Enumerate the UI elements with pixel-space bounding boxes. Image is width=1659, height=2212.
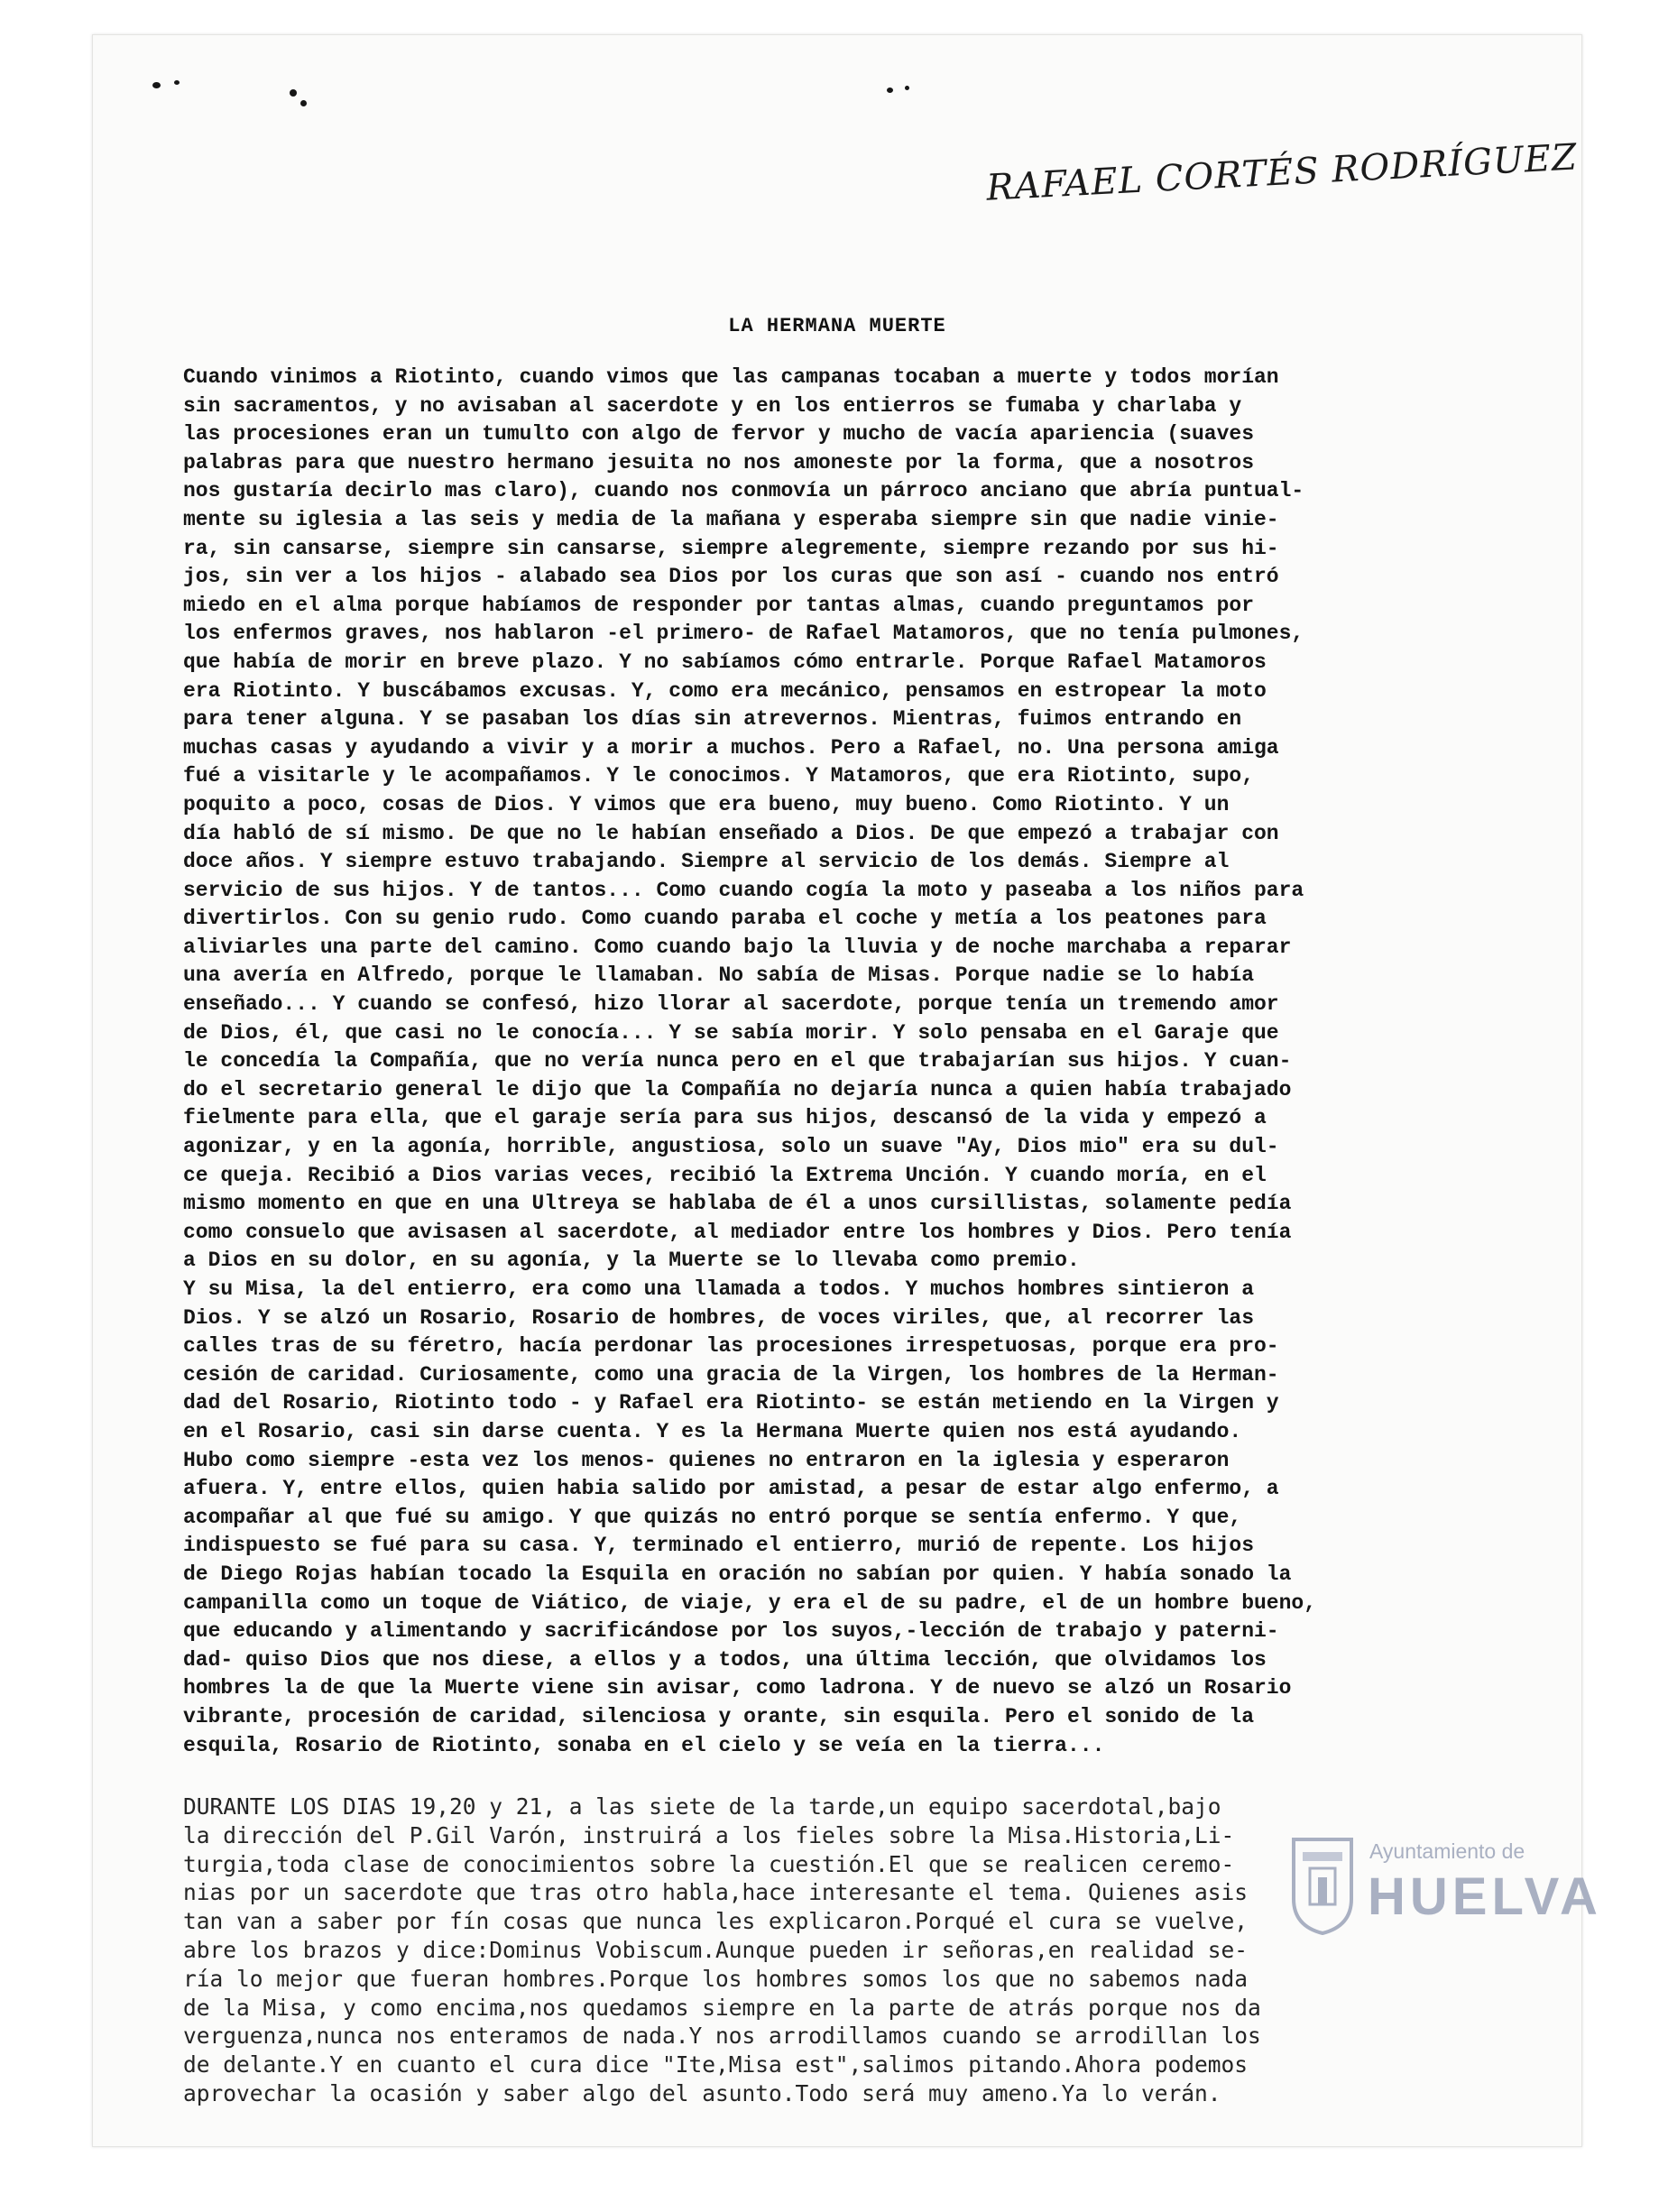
text-line: dad del Rosario, Riotinto todo - y Rafael era Riotinto- se están metiendo en la Virgen y — [183, 1391, 1279, 1415]
text-line: ce queja. Recibió a Dios varias veces, recibió la Extrema Unción. Y cuando moría, en el — [183, 1163, 1267, 1187]
text-line: nos gustaría decirlo mas claro), cuando nos conmovía un párroco anciano que abría puntual- — [183, 479, 1304, 503]
text-line: aprovechar la ocasión y saber algo del asunto.Todo será muy ameno.Ya lo verán. — [183, 2079, 1221, 2106]
text-line: jos, sin ver a los hijos - alabado sea Dios por los curas que son así - cuando nos entró — [183, 565, 1279, 589]
text-line: mente su iglesia a las seis y media de la mañana y esperaba siempre sin que nadie vinie- — [183, 507, 1279, 531]
text-line: verguenza,nunca nos enteramos de nada.Y nos arrodillamos cuando se arrodillan los — [183, 2023, 1261, 2050]
text-line: ría lo mejor que fueran hombres.Porque los hombres somos los que no sabemos nada — [183, 1965, 1249, 1992]
text-line: sin sacramentos, y no avisaban al sacerdote y en los entierros se fumaba y charlaba y — [183, 393, 1242, 418]
huelva-watermark-logo — [1290, 1836, 1602, 2016]
text-line: las procesiones eran un tumulto con algo de fervor y mucho de vacía apariencia (suaves — [183, 422, 1254, 447]
text-line: nias por un sacerdote que tras otro habla,hace interesante el tema. Quienes asis — [183, 1879, 1249, 1906]
text-line: miedo en el alma porque habíamos de responder por tantas almas, cuando preguntamos por — [183, 593, 1254, 617]
coat-of-arms-icon — [1290, 1836, 1355, 1937]
text-line: agonizar, y en la agonía, horrible, angustiosa, solo un suave "Ay, Dios mio" era su dul- — [183, 1135, 1279, 1159]
text-line: que había de morir en breve plazo. Y no sabíamos cómo entrarle. Porque Rafael Matamoros — [183, 650, 1267, 674]
text-line: acompañar al que fué su amigo. Y que quizás no entró porque se sentía enfermo. Y que, — [183, 1505, 1242, 1529]
text-line: que educando y alimentando y sacrificándose por los suyos,-lección de trabajo y paterni- — [183, 1619, 1279, 1644]
text-line: enseñado... Y cuando se confesó, hizo llorar al sacerdote, porque tenía un tremendo amor — [183, 992, 1279, 1017]
article-body — [183, 364, 1554, 1760]
text-line: día habló de sí mismo. De que no le habían enseñado a Dios. De que empezó a trabajar con — [183, 821, 1279, 845]
text-line: tan van a saber por fín cosas que nunca les explicaron.Porqué el cura se vuelve, — [183, 1908, 1249, 1935]
ink-speck — [905, 86, 909, 90]
ink-speck — [887, 88, 893, 93]
text-line: palabras para que nuestro hermano jesuita no nos amoneste por la forma, que a nosotros — [183, 450, 1254, 475]
text-line: Hubo como siempre -esta vez los menos- quienes no entraron en la iglesia y esperaron — [183, 1448, 1230, 1472]
watermark-line-2: HUELVA — [1368, 1867, 1602, 1926]
text-line: ra, sin cansarse, siempre sin cansarse, siempre alegremente, siempre rezando por sus hi- — [183, 536, 1279, 560]
text-line: doce años. Y siempre estuvo trabajando. Siempre al servicio de los demás. Siempre al — [183, 850, 1230, 874]
text-line: Cuando vinimos a Riotinto, cuando vimos que las campanas tocaban a muerte y todos morían — [183, 365, 1279, 389]
ink-speck — [300, 100, 307, 106]
text-line: en el Rosario, casi sin darse cuenta. Y es la Hermana Muerte quien nos está ayudando. — [183, 1419, 1242, 1443]
text-line: divertirlos. Con su genio rudo. Como cuando paraba el coche y metía a los peatones para — [183, 907, 1267, 931]
document-title: LA HERMANA MUERTE — [728, 315, 946, 337]
text-line: fielmente para ella, que el garaje sería para sus hijos, descansó de la vida y empezó a — [183, 1106, 1267, 1130]
text-line: le concedía la Compañía, que no vería nunca pero en el que trabajarían sus hijos. Y cuan- — [183, 1049, 1292, 1074]
text-line: hombres la de que la Muerte viene sin avisar, como ladrona. Y de nuevo se alzó un Rosario — [183, 1676, 1292, 1700]
text-line: de la Misa, y como encima,nos quedamos siempre en la parte de atrás porque nos da — [183, 1994, 1261, 2021]
text-line: de Dios, él, que casi no le conocía... Y se sabía morir. Y solo pensaba en el Garaje que — [183, 1020, 1279, 1045]
text-line: aliviarles una parte del camino. Como cuando bajo la lluvia y de noche marchaba a reparar — [183, 935, 1292, 959]
text-line: Y su Misa, la del entierro, era como una llamada a todos. Y muchos hombres sintieron a — [183, 1277, 1254, 1301]
text-line: calles tras de su féretro, hacía perdonar las procesiones irrespetuosas, porque era pro- — [183, 1334, 1279, 1359]
text-line: los enfermos graves, nos hablaron -el primero- de Rafael Matamoros, que no tenía pulmones, — [183, 622, 1304, 646]
handwritten-author-note: RAFAEL CORTÉS RODRÍGUEZ — [985, 136, 1579, 209]
text-line: de Diego Rojas habían tocado la Esquila en oración no sabían por quien. Y había sonado la — [183, 1562, 1292, 1586]
text-line: servicio de sus hijos. Y de tantos... Como cuando cogía la moto y paseaba a los niños para — [183, 878, 1304, 902]
text-line: DURANTE LOS DIAS 19,20 y 21, a las siete de la tarde,un equipo sacerdotal,bajo — [183, 1793, 1221, 1820]
watermark-line-1: Ayuntamiento de — [1369, 1839, 1525, 1863]
text-line: fué a visitarle y le acompañamos. Y le conocimos. Y Matamoros, que era Riotinto, supo, — [183, 764, 1254, 788]
text-line: mismo momento en que en una Ultreya se hablaba de él a unos cursillistas, solamente pedía — [183, 1192, 1292, 1216]
text-line: cesión de caridad. Curiosamente, como una gracia de la Virgen, los hombres de la Herman- — [183, 1362, 1279, 1387]
text-line: era Riotinto. Y buscábamos excusas. Y, como era mecánico, pensamos en estropear la moto — [183, 678, 1267, 703]
ink-speck — [174, 80, 180, 85]
text-line: Dios. Y se alzó un Rosario, Rosario de hombres, de voces viriles, que, al recorrer las — [183, 1305, 1254, 1330]
text-line: de delante.Y en cuanto el cura dice "Ite,Misa est",salimos pitando.Ahora podemos — [183, 2051, 1249, 2078]
text-line: poquito a poco, cosas de Dios. Y vimos que era bueno, muy bueno. Como Riotinto. Y un — [183, 792, 1230, 816]
ink-speck — [152, 82, 161, 88]
text-line: a Dios en su dolor, en su agonía, y la Muerte se lo llevaba como premio. — [183, 1249, 1080, 1273]
text-line: para tener alguna. Y se pasaban los días sin atrevernos. Mientras, fuimos entrando en — [183, 707, 1242, 732]
text-line: turgia,toda clase de conocimientos sobre la cuestión.El que se realicen ceremo- — [183, 1850, 1235, 1877]
text-line: una avería en Alfredo, porque le llamaban. No sabía de Misas. Porque nadie se lo había — [183, 963, 1254, 988]
text-line: la dirección del P.Gil Varón, instruirá a los fieles sobre la Misa.Historia,Li- — [183, 1821, 1235, 1848]
text-line: afuera. Y, entre ellos, quien habia salido por amistad, a pesar de estar algo enfermo, a — [183, 1477, 1279, 1501]
text-line: muchas casas y ayudando a vivir y a morir a muchos. Pero a Rafael, no. Una persona amiga — [183, 735, 1279, 760]
text-line: indispuesto se fué para su casa. Y, terminado el entierro, murió de repente. Los hijos — [183, 1534, 1254, 1558]
text-line: campanilla como un toque de Viático, de viaje, y era el de su padre, el de un hombre bueno, — [183, 1590, 1317, 1615]
text-line: esquila, Rosario de Riotinto, sonaba en el cielo y se veía en la tierra... — [183, 1733, 1105, 1757]
ink-speck — [290, 89, 297, 97]
text-line: abre los brazos y dice:Dominus Vobiscum.Aunque pueden ir señoras,en realidad se- — [183, 1936, 1249, 1963]
text-line: vibrante, procesión de caridad, silenciosa y orante, sin esquila. Pero el sonido de la — [183, 1704, 1254, 1728]
document-page — [92, 34, 1582, 2147]
text-line: dad- quiso Dios que nos diese, a ellos y a todos, una última lección, que olvidamos los — [183, 1647, 1267, 1672]
text-line: como consuelo que avisasen al sacerdote, al mediador entre los hombres y Dios. Pero tenía — [183, 1220, 1292, 1244]
text-line: do el secretario general le dijo que la Compañía no dejaría nunca a quien había trabajado — [183, 1077, 1292, 1101]
